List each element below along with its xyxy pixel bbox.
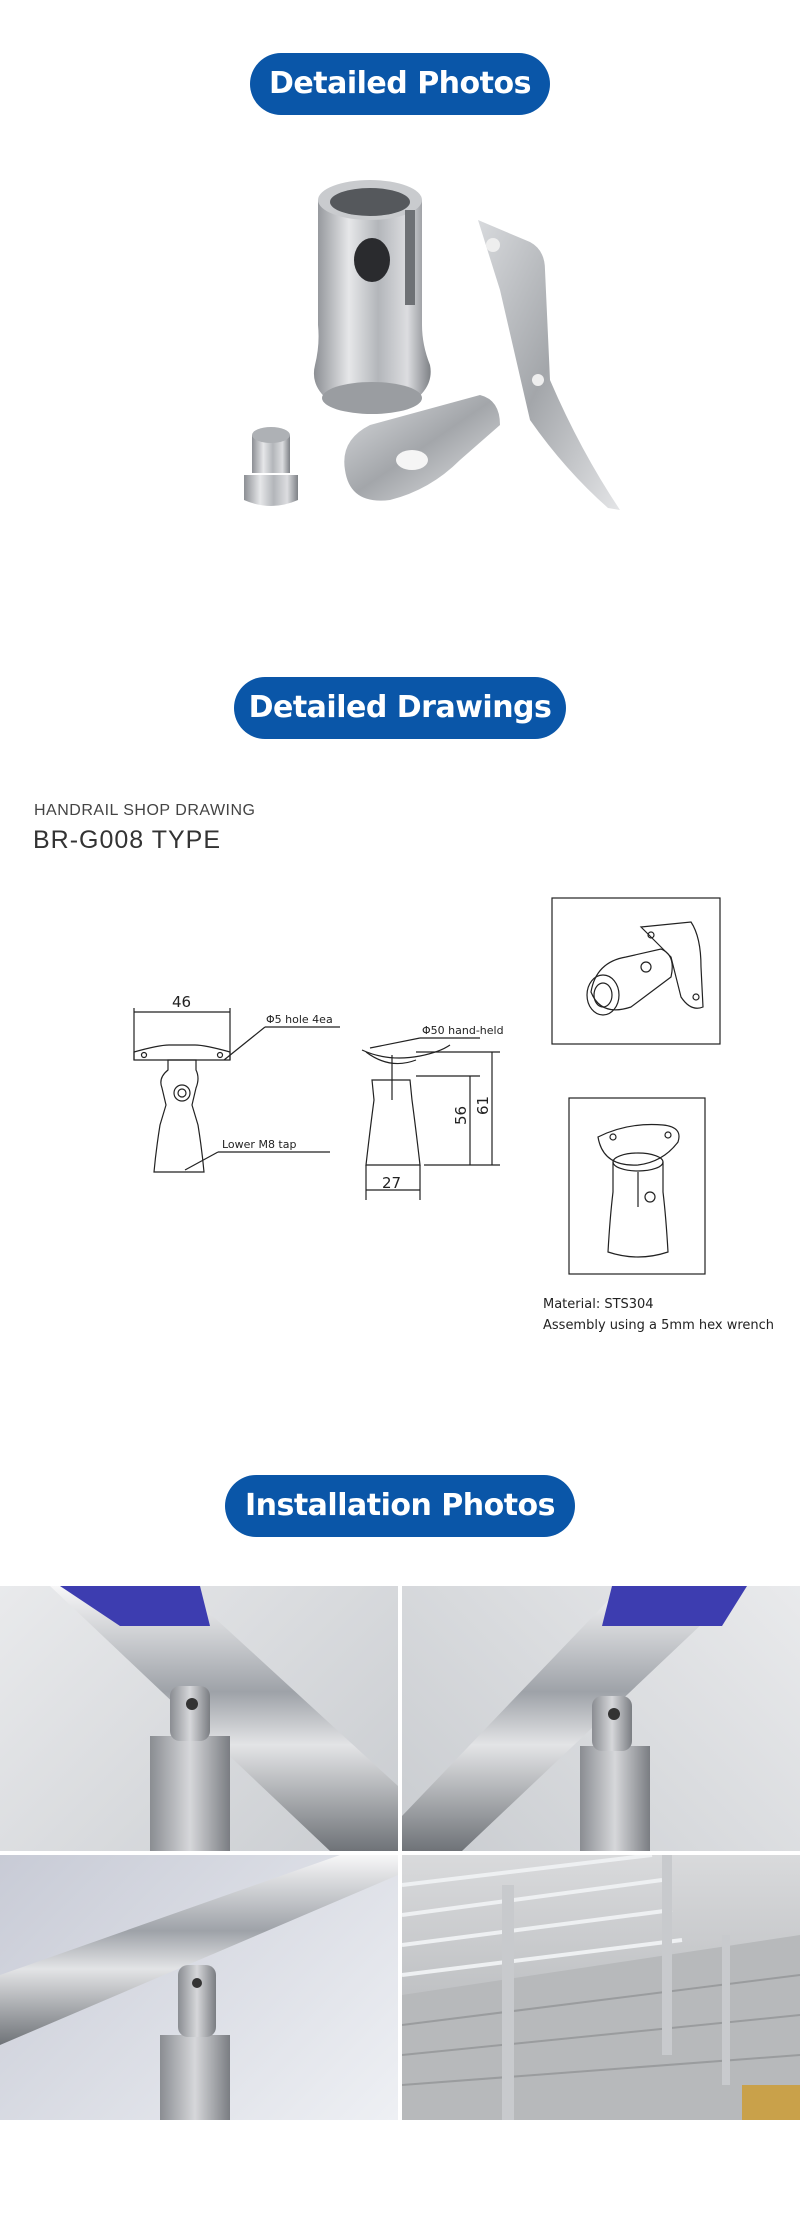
material-note: Material: STS304 [543, 1297, 654, 1312]
section-title-detailed-drawings: Detailed Drawings [234, 677, 566, 739]
tap-note: Lower M8 tap [222, 1138, 297, 1151]
install-photo-3 [0, 1855, 398, 2120]
install-photo-2 [402, 1586, 800, 1851]
drawing-title: BR-G008 TYPE [33, 826, 222, 854]
assembly-note: Assembly using a 5mm hex wrench [543, 1318, 775, 1333]
section-title-detailed-photos: Detailed Photos [250, 53, 550, 115]
install-photo-4 [402, 1855, 800, 2120]
product-photo [200, 170, 640, 560]
dim-56-label: 56 [452, 1105, 470, 1125]
dim-width-label: 46 [172, 993, 192, 1011]
handheld-note: Φ50 hand-held [422, 1024, 504, 1037]
hole-note: Φ5 hole 4ea [266, 1013, 333, 1026]
dim-61-label: 61 [474, 1095, 492, 1115]
technical-drawing [120, 990, 560, 1210]
iso-view-bottom [568, 1097, 706, 1275]
dim-27-label: 27 [382, 1174, 402, 1192]
iso-view-top [551, 897, 721, 1045]
section-title-installation-photos: Installation Photos [225, 1475, 575, 1537]
drawing-subtitle: HANDRAIL SHOP DRAWING [34, 802, 256, 819]
install-photo-1 [0, 1586, 398, 1851]
